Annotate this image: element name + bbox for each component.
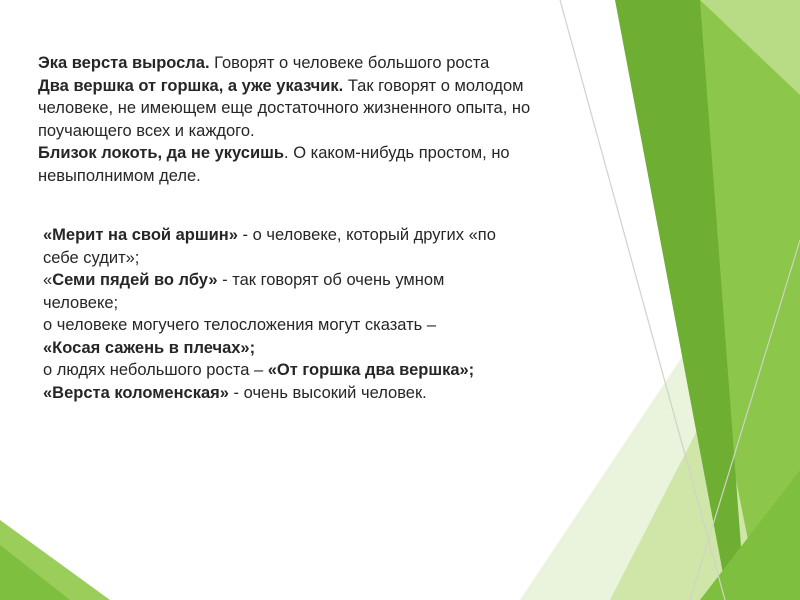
proverb-semi-pyadei: Семи пядей во лбу»	[52, 271, 218, 289]
proverbs-block-1	[38, 52, 530, 187]
proverb-eka-versta: Эка верста выросла.	[38, 54, 210, 72]
proverb-merit-arshin: «Мерит на свой аршин»	[43, 226, 238, 244]
block1-line-6: невыполнимом деле.	[38, 166, 201, 185]
quote-open: «	[43, 271, 53, 289]
block2-line-5: о человеке могучего телосложения могут сказать –	[43, 316, 437, 334]
proverb-ot-gorshka: «От горшка два вершка»;	[267, 361, 475, 379]
proverb-kosaya-sazhen: «Косая сажень в плечах»;	[43, 338, 256, 357]
block1-line-4: поучающего всех и каждого.	[38, 121, 255, 140]
block1-line-5	[38, 142, 530, 165]
proverb-blizok-lokot-meaning: . О каком-нибудь простом, но	[284, 144, 510, 162]
proverb-dva-vershka-meaning: Так говорят о молодом	[343, 76, 524, 95]
block1-line-1	[38, 52, 530, 75]
proverbs-block-2	[43, 224, 496, 404]
block1-line-2	[38, 75, 530, 98]
block2-line-1	[43, 224, 496, 247]
block2-line-2: себе судит»;	[43, 248, 140, 267]
proverb-semi-pyadei-meaning: - так говорят об очень умном	[217, 271, 445, 289]
block2-line-4: человеке;	[43, 293, 119, 312]
block2-line-8	[43, 382, 496, 405]
proverb-merit-arshin-meaning: - о человеке, который других «по	[237, 226, 496, 244]
block2-line-6	[43, 337, 496, 360]
block2-line-3	[43, 269, 496, 292]
proverb-dva-vershka: Два вершка от горшка, а уже указчик.	[38, 76, 344, 95]
proverb-blizok-lokot: Близок локоть, да не укусишь	[38, 144, 285, 162]
proverb-versta-kolomenskaya-meaning: - очень высокий человек.	[228, 383, 427, 402]
block2-line-7	[43, 359, 496, 382]
proverb-versta-kolomenskaya: «Верста коломенская»	[43, 383, 229, 402]
proverb-eka-versta-meaning: Говорят о человеке большого роста	[209, 54, 490, 72]
small-people-intro: о людях небольшого роста –	[43, 361, 268, 379]
block1-line-3: человеке, не имеющем еще достаточного жизненного опыта, но	[38, 99, 531, 117]
